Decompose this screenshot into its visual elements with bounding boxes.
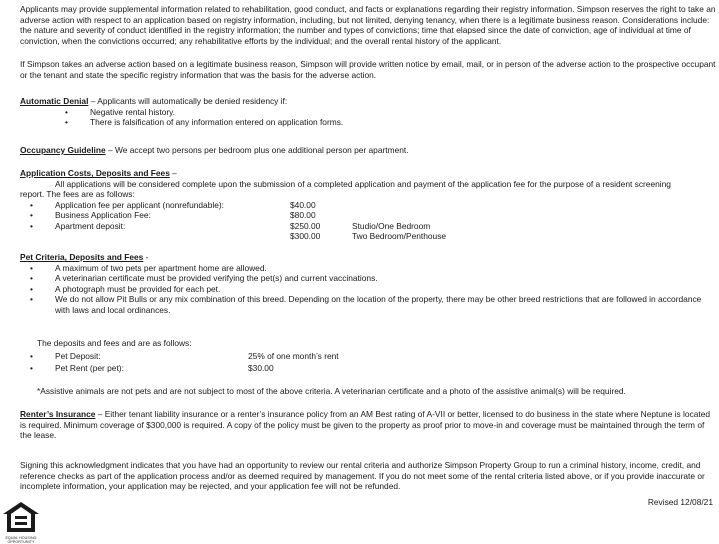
assistive-animals-note: *Assistive animals are not pets and are not subject to most of the above criteria. A veterinarian certificate and a photo of the assistive animal(s) will be required. [37,386,626,396]
list-item: • We do not allow Pit Bulls or any mix combination of this breed. Depending on the location of the property, there may be other breed restrictions that are followed in accordance with laws and local ordinances. [55,294,716,315]
renters-insurance-text: – Either tenant liability insurance or a renter’s insurance policy from an AM Best rating of A-VII or better, licensed to do business in the state where Neptune is located is required. Minimum coverage of $300,000 is required. A copy of the policy must be given to the property as proof prior to move-in and coverage must be maintained through the term of the lease. [20,409,711,440]
list-item: • A maximum of two pets per apartment home are allowed. [55,263,716,274]
renters-insurance-heading: Renter’s Insurance [20,409,96,419]
pet-fees-section [20,338,716,374]
pet-fee-row [55,351,716,362]
application-costs-intro: All applications will be considered complete upon the submission of a completed application and payment of the application fee for the purpose of a resident screening [55,178,671,189]
fee-label: • Business Application Fee: [55,210,151,220]
pet-fee-row [55,363,716,374]
fee-note: Studio/One Bedroom [352,220,431,231]
fee-note: Two Bedroom/Penthouse [352,231,447,241]
fee-label: • Application fee per applicant (nonrefundable): [55,199,225,210]
pet-criteria-section [20,252,716,315]
intro-paragraph-2: If Simpson takes an adverse action based on a legitimate business reason, Simpson will provide written notice by email, mail, or in person of the adverse action to the prospective occupant or the tenant and state the specific registry information that was the basis for the adverse action. [20,59,716,80]
pet-criteria-heading: Pet Criteria, Deposits and Fees [20,252,144,262]
automatic-denial-section [20,96,716,128]
application-costs-heading: Application Costs, Deposits and Fees [20,168,170,178]
fee-row [55,210,716,221]
pet-fee-label: • Pet Rent (per pet): [55,363,124,373]
occupancy-heading: Occupancy Guideline [20,145,106,155]
fee-amount: $250.00 [290,220,321,231]
list-item: • Negative rental history. [90,107,716,118]
fee-row [55,221,716,232]
signing-acknowledgment: Signing this acknowledgment indicates that you have had an opportunity to review our rental criteria and authorize Simpson Property Group to run a criminal history, income, credit, and reference checks as part of the application process and/or as deemed required by management. If you do not meet some of the rental criteria listed above, or if you provide inaccurate or incomplete information, your application may be rejected, and your application fee will not be refunded. [20,460,705,491]
fee-amount: $40.00 [290,199,316,210]
fee-amount: $80.00 [290,210,316,220]
application-costs-heading-suffix: – [169,168,177,178]
revised-date: Revised 12/08/21 [647,497,713,507]
fee-label: • Apartment deposit: [55,220,126,231]
pet-fees-intro: The deposits and fees and are as follows: [37,338,192,348]
automatic-denial-text: – Applicants will automatically be denied residency if: [88,96,288,106]
pet-fee-amount: 25% of one month’s rent [248,350,339,361]
fee-amount: $300.00 [290,231,321,241]
intro-paragraph-1: Applicants may provide supplemental information related to rehabilitation, good conduct, and facts or explanations regarding their registry information. Simpson reserves the right to take an adverse action with respect to an application based on registry information, including, but not limited, denying tenancy, when there is a legitimate business reason. Considerations include: the nature and severity of conduct identified in the registry information; the number and types of convictions; time that elapsed since the date of conviction, age of individual at time of conviction, when the convictions occurred; any rehabilitative efforts by the individual; and the overall rental history of the applicant. [20,4,716,46]
renters-insurance-section [20,409,716,441]
automatic-denial-heading: Automatic Denial [20,96,89,106]
application-costs-intro-cont: report. The fees are as follows: [20,189,135,199]
list-item: • A photograph must be provided for each pet. [55,284,716,295]
fee-row [55,200,716,211]
application-costs-section [20,168,716,242]
equal-housing-opportunity-logo [1,500,41,542]
logo-text: EQUAL HOUSING OPPORTUNITY [5,536,37,544]
list-item: • A veterinarian certificate must be provided verifying the pet(s) and current vaccinations. [55,273,716,284]
pet-criteria-heading-suffix: - [143,252,149,262]
pet-fee-label: • Pet Deposit: [55,350,101,361]
list-item: • There is falsification of any information entered on application forms. [90,117,716,128]
house-icon [1,500,41,534]
pet-fee-amount: $30.00 [248,363,274,373]
occupancy-section [20,145,716,156]
fee-row-extra [20,231,716,242]
occupancy-text: – We accept two persons per bedroom plus one additional person per apartment. [105,145,409,155]
